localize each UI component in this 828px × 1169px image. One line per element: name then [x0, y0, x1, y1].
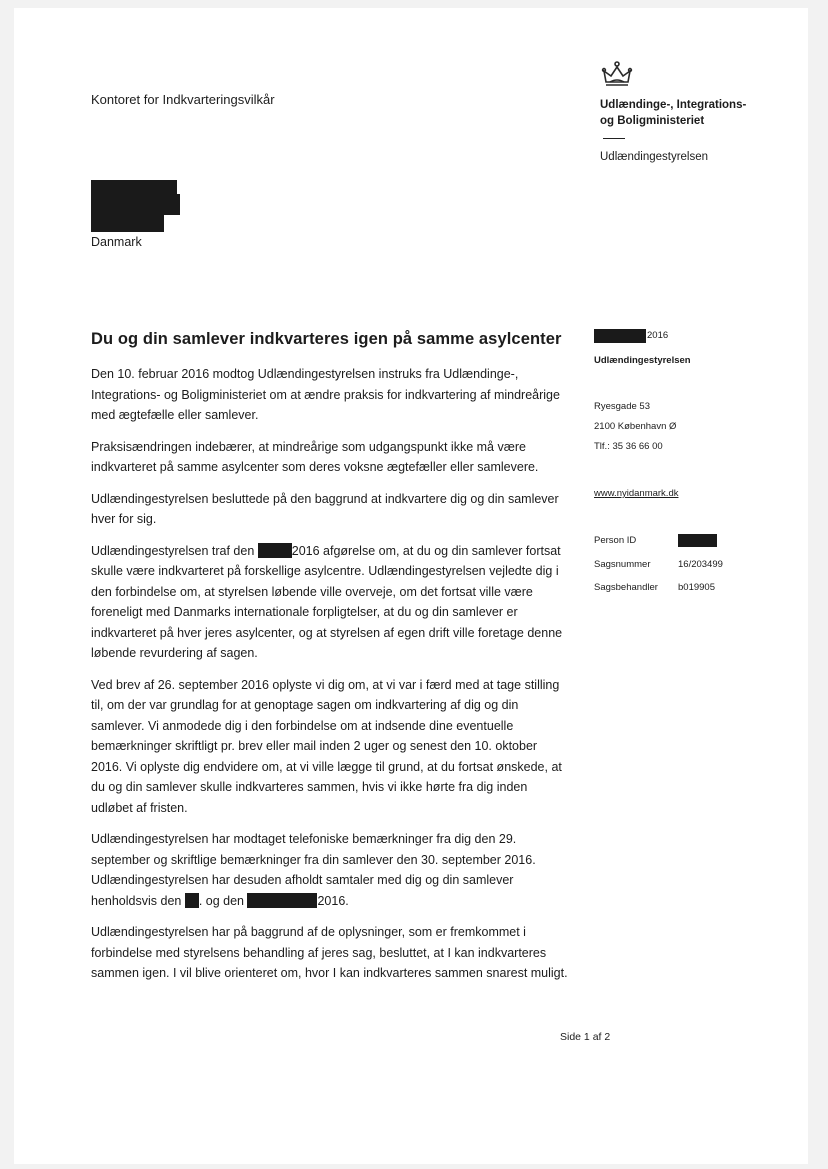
letter-body — [91, 364, 571, 995]
ministry-line-1: Udlændinge-, Integrations- — [600, 99, 747, 111]
sender-office: Kontoret for Indkvarteringsvilkår — [91, 92, 275, 107]
redacted-letter-date — [594, 329, 646, 343]
sidebar-phone: Tlf.: 35 36 66 00 — [594, 441, 663, 452]
caseworker-value: b019905 — [678, 582, 715, 593]
paragraph-6-mid: . og den — [198, 893, 248, 908]
redacted-interview-date-2 — [247, 893, 317, 908]
paragraph-7: Udlændingestyrelsen har på baggrund af de oplysninger, som er fremkommet i forbindelse med styrelsens behandling af jeres sag, besluttet, at I kan indkvarteres sammen igen. I vil blive orienteret om, hvor I kan indkvarteres sammen snarest muligt. — [91, 925, 568, 980]
page-number: Side 1 af 2 — [560, 1031, 611, 1043]
paragraph-4-start: Udlændingestyrelsen traf den — [91, 543, 258, 558]
crown-icon — [600, 60, 634, 90]
paragraph-2: Praksisændringen indebærer, at mindreårige som udgangspunkt ikke må være indkvarteret på samme asylcenter som deres voksne ægtefæller eller samlevere. — [91, 439, 539, 474]
letter-title: Du og din samlever indkvarteres igen på samme asylcenter — [91, 330, 562, 348]
paragraph-6 — [91, 829, 571, 911]
paragraph-6-end: 2016. — [317, 893, 349, 908]
paragraph-6-start: Udlændingestyrelsen har modtaget telefoniske bemærkninger fra dig den 29. september og skriftlige bemærkninger fra din samlever den 30. september 2016. Udlændingestyrelsen har desuden afholdt samtaler med dig og din samlever henholdsvis den — [91, 832, 536, 908]
paragraph-5: Ved brev af 26. september 2016 oplyste vi dig om, at vi var i færd med at tage stilling til, om der var grundlag for at genoptage sagen om indkvartering af dig og din samlever. Vi anmodede dig i den forbindelse om at indsende dine eventuelle bemærkninger skriftligt pr. brev eller mail inden 2 uger og senest den 10. oktober 2016. Vi oplyste dig endvidere om, at vi ville lægge til grund, at du fortsat ønskede, at du og din samlever skulle indkvarteres sammen, hvis vi ikke hørte fra dig inden udløbet af fristen. — [91, 677, 562, 815]
ministry-line-2: og Boligministeriet — [600, 115, 705, 127]
redacted-recipient-name — [91, 180, 177, 194]
redacted-recipient-address — [91, 194, 180, 215]
ministry-name — [600, 97, 770, 129]
sidebar-address-city: 2100 København Ø — [594, 421, 677, 432]
redacted-person-id — [678, 534, 717, 547]
case-number-label: Sagsnummer — [594, 559, 651, 570]
paragraph-3: Udlændingestyrelsen besluttede på den baggrund at indkvartere dig og din samlever hver for sig. — [91, 491, 559, 526]
redacted-recipient-city — [91, 215, 164, 232]
sidebar-address-street: Ryesgade 53 — [594, 401, 650, 412]
letter-date-year: 2016 — [647, 330, 669, 341]
recipient-country: Danmark — [91, 235, 142, 249]
paragraph-1: Den 10. februar 2016 modtog Udlændingestyrelsen instruks fra Udlændinge-, Integrations- og Boligministeriet om at ændre praksis for indkvartering af mindreårige med ægtefælle eller samlever. — [91, 367, 560, 422]
paragraph-4 — [91, 541, 571, 664]
agency-name: Udlændingestyrelsen — [600, 151, 709, 163]
sidebar-website-link[interactable]: www.nyidanmark.dk — [594, 488, 679, 499]
paragraph-4-rest: 2016 afgørelse om, at du og din samlever fortsat skulle være indkvarteret på forskellige asylcentre. Udlændingestyrelsen vejledte dig i den forbindelse om, at styrelsen løbende ville overveje, om det fortsat ville være foreneligt med Danmarks internationale forpligtelser, at du og din samlever er indkvarteret på hver jeres asylcenter, og at styrelsen af egen drift ville foretage denne løbende revurdering af sagen. — [91, 543, 563, 660]
redacted-decision-date — [258, 543, 292, 558]
redacted-interview-date-1 — [185, 893, 199, 908]
sidebar-agency: Udlændingestyrelsen — [594, 355, 691, 366]
letterhead-divider — [603, 138, 625, 139]
case-number-value: 16/203499 — [678, 559, 723, 570]
person-id-label: Person ID — [594, 535, 637, 546]
caseworker-label: Sagsbehandler — [594, 582, 658, 593]
